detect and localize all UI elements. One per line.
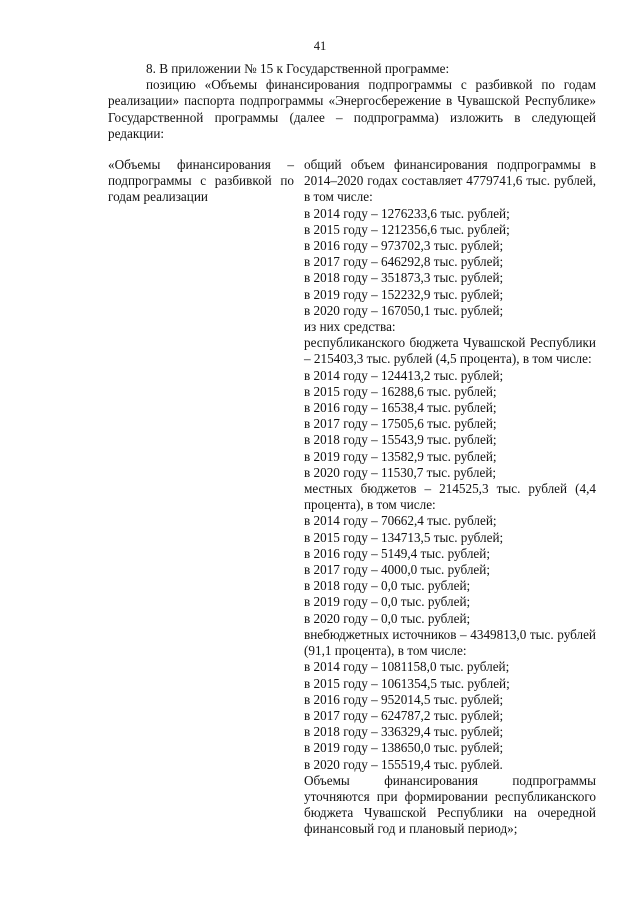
list-item: в 2019 году – 0,0 тыс. рублей; bbox=[304, 594, 471, 610]
list-item: в 2015 году – 1212356,6 тыс. рублей; bbox=[304, 221, 510, 237]
list-item: в 2015 году – 1061354,5 тыс. рублей; bbox=[304, 675, 510, 691]
list-item: в 2018 году – 15543,9 тыс. рублей; bbox=[304, 432, 497, 448]
list-item: в 2014 году – 1276233,6 тыс. рублей; bbox=[304, 205, 510, 221]
republic-by-year-list bbox=[304, 368, 596, 481]
extra-budget-text: внебюджетных источников – 4349813,0 тыс. рублей (91,1 процента), в том числе: bbox=[304, 626, 596, 659]
local-budget-text: местных бюджетов – 214525,3 тыс. рублей (4,4 процента), в том числе: bbox=[304, 481, 596, 513]
republic-budget-text: республиканского бюджета Чувашской Республики – 215403,3 тыс. рублей (4,5 процента), в том числе: bbox=[304, 335, 596, 367]
list-item: в 2020 году – 167050,1 тыс. рублей; bbox=[304, 302, 504, 318]
list-item: в 2018 году – 336329,4 тыс. рублей; bbox=[304, 724, 504, 740]
list-item: в 2016 году – 973702,3 тыс. рублей; bbox=[304, 238, 504, 254]
list-item: в 2017 году – 17505,6 тыс. рублей; bbox=[304, 416, 497, 432]
list-item: в 2016 году – 952014,5 тыс. рублей; bbox=[304, 691, 504, 707]
amendment-heading: 8. В приложении № 15 к Государственной программе: bbox=[146, 61, 450, 76]
list-item: в 2018 году – 0,0 тыс. рублей; bbox=[304, 578, 471, 594]
list-item: в 2019 году – 13582,9 тыс. рублей; bbox=[304, 448, 497, 464]
list-item: в 2014 году – 1081158,0 тыс. рублей; bbox=[304, 659, 510, 675]
list-item: в 2015 году – 16288,6 тыс. рублей; bbox=[304, 383, 497, 399]
list-item: в 2018 году – 351873,3 тыс. рублей; bbox=[304, 270, 504, 286]
list-item: в 2020 году – 155519,4 тыс. рублей. bbox=[304, 756, 503, 772]
amendment-paragraph: позицию «Объемы финансирования подпрограммы с разбивкой по годам реализации» паспорта подпрограммы «Энергосбережение в Чувашской Республике» Государственной программы (далее – подпрограмма) изложить в следующей редакции: bbox=[108, 77, 596, 141]
list-item: в 2017 году – 4000,0 тыс. рублей; bbox=[304, 562, 490, 578]
list-item: в 2019 году – 138650,0 тыс. рублей; bbox=[304, 740, 504, 756]
list-item: в 2020 году – 0,0 тыс. рублей; bbox=[304, 610, 471, 626]
list-item: в 2019 году – 152232,9 тыс. рублей; bbox=[304, 286, 504, 302]
list-item: в 2016 году – 5149,4 тыс. рублей; bbox=[304, 545, 490, 561]
list-item: в 2014 году – 124413,2 тыс. рублей; bbox=[304, 367, 504, 383]
total-by-year-list bbox=[304, 206, 596, 319]
amendment-intro bbox=[108, 61, 596, 142]
list-item: в 2016 году – 16538,4 тыс. рублей; bbox=[304, 400, 497, 416]
list-item: в 2015 году – 134713,5 тыс. рублей; bbox=[304, 529, 504, 545]
total-funding-text: общий объем финансирования подпрограммы в 2014–2020 годах составляет 4779741,6 тыс. рублей, в том числе: bbox=[304, 157, 596, 205]
funding-note: Объемы финансирования подпрограммы уточняются при формировании республиканского бюджета Чувашской Республики на очередной финансовый год и плановый период»; bbox=[304, 772, 596, 837]
list-item: в 2017 году – 646292,8 тыс. рублей; bbox=[304, 254, 504, 270]
position-content bbox=[304, 157, 596, 838]
position-label: «Объемы финансирования – подпрограммы с разбивкой по годам реализации bbox=[108, 157, 294, 205]
list-item: в 2020 году – 11530,7 тыс. рублей; bbox=[304, 464, 497, 480]
list-item: в 2014 году – 70662,4 тыс. рублей; bbox=[304, 513, 497, 529]
local-by-year-list bbox=[304, 513, 596, 626]
extra-by-year-list bbox=[304, 659, 596, 772]
page-number: 41 bbox=[313, 39, 327, 53]
of-them-label: из них средства: bbox=[304, 319, 396, 335]
list-item: в 2017 году – 624787,2 тыс. рублей; bbox=[304, 707, 504, 723]
